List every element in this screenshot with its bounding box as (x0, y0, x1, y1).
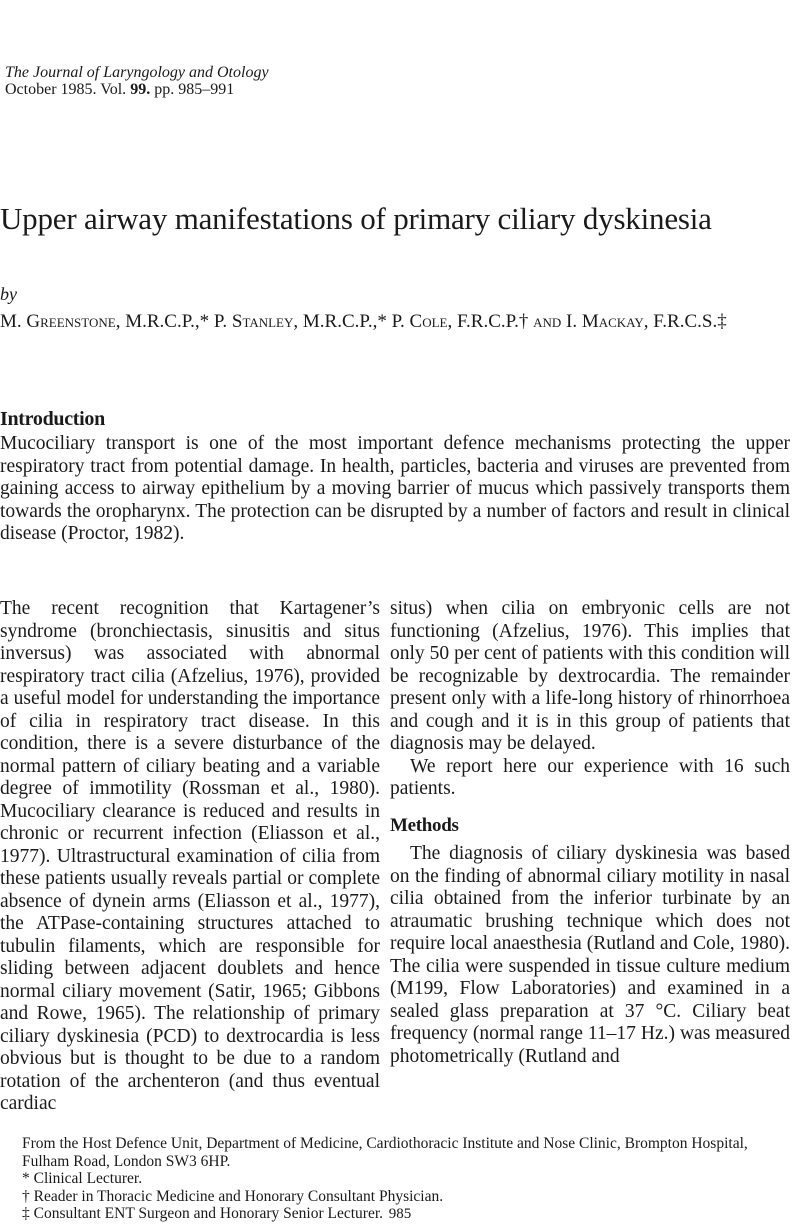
footnote-item: † Reader in Thoracic Medicine and Honorary Consultant Physician. (22, 1187, 444, 1205)
methods-heading: Methods (390, 814, 459, 836)
journal-header (5, 64, 269, 98)
body-paragraph-right-2: We report here our experience with 16 such patients. (390, 755, 790, 799)
introduction-paragraph: Mucociliary transport is one of the most important defence mechanisms protecting the upper respiratory tract from potential damage. In health, particles, bacteria and viruses are prevented from gaining access to airway epithelium by a moving barrier of mucus which passively transports them towards the oropharynx. The protection can be disrupted by a number of factors and result in clinical disease (Proctor, 1982). (0, 433, 790, 544)
journal-issue (5, 81, 269, 98)
affiliation-note: From the Host Defence Unit, Department of Medicine, Cardiothoracic Institute and Nose Clinic, Brompton Hospital, Fulham Road, London SW3 6HP. (22, 1135, 748, 1170)
left-column (0, 598, 380, 1116)
footnote-item: ‡ Consultant ENT Surgeon and Honorary Senior Lecturer. (22, 1205, 384, 1222)
byline-by: by (0, 284, 17, 304)
author-list: M. Greenstone, M.R.C.P.,* P. Stanley, M.R.C.P.,* P. Cole, F.R.C.P.† and I. Mackay, F.R.C.S.‡ (0, 311, 727, 332)
right-column (390, 598, 790, 1068)
body-paragraph-right-1: situs) when cilia on embryonic cells are not functioning (Afzelius, 1976). This implies that only 50 per cent of patients with this condition will be recognizable by dextrocardia. The remainder present only with a life-long history of rhinorrhoea and cough and it is in this group of patients that diagnosis may be delayed. (390, 598, 790, 754)
journal-name: The Journal of Laryngology and Otology (5, 64, 269, 81)
journal-issue-prefix: October 1985. Vol. (5, 81, 127, 98)
introduction-heading: Introduction (0, 408, 105, 430)
methods-paragraph: The diagnosis of ciliary dyskinesia was based on the finding of abnormal ciliary motility in nasal cilia obtained from the inferior turbinate by an atraumatic brushing technique which does not require local anaesthesia (Rutland and Cole, 1980). The cilia were suspended in tissue culture medium (M199, Flow Laboratories) and examined in a sealed glass preparation at 37 °C. Ciliary beat frequency (normal range 11–17 Hz.) was measured photometrically (Rutland and (390, 843, 790, 1067)
journal-volume: 99. (130, 81, 151, 98)
body-paragraph-left: The recent recognition that Kartagener’s syndrome (bronchiectasis, sinusitis and situs inversus) was associated with abnormal respiratory tract cilia (Afzelius, 1976), provided a useful model for understanding the importance of cilia in respiratory tract disease. In this condition, there is a severe disturbance of the normal pattern of ciliary beating and a variable degree of immotility (Rossman et al., 1980). Mucociliary clearance is reduced and results in chronic or recurrent infection (Eliasson et al., 1977). Ultrastructural examination of cilia from these patients usually reveals partial or complete absence of dynein arms (Eliasson et al., 1977), the ATPase-containing structures attached to tubulin filaments, which are responsible for sliding between adjacent doublets and hence normal ciliary movement (Satir, 1965; Gibbons and Rowe, 1965). The relationship of primary ciliary dyskinesia (PCD) to dextrocardia is less obvious but is thought to be due to a random rotation of the archenteron (and thus eventual cardiac (0, 598, 380, 1114)
page-number: 985 (388, 1206, 412, 1222)
article-title: Upper airway manifestations of primary ciliary dyskinesia (0, 201, 712, 236)
footnote-item: * Clinical Lecturer. (22, 1170, 143, 1187)
journal-pages: pp. 985–991 (154, 81, 235, 98)
